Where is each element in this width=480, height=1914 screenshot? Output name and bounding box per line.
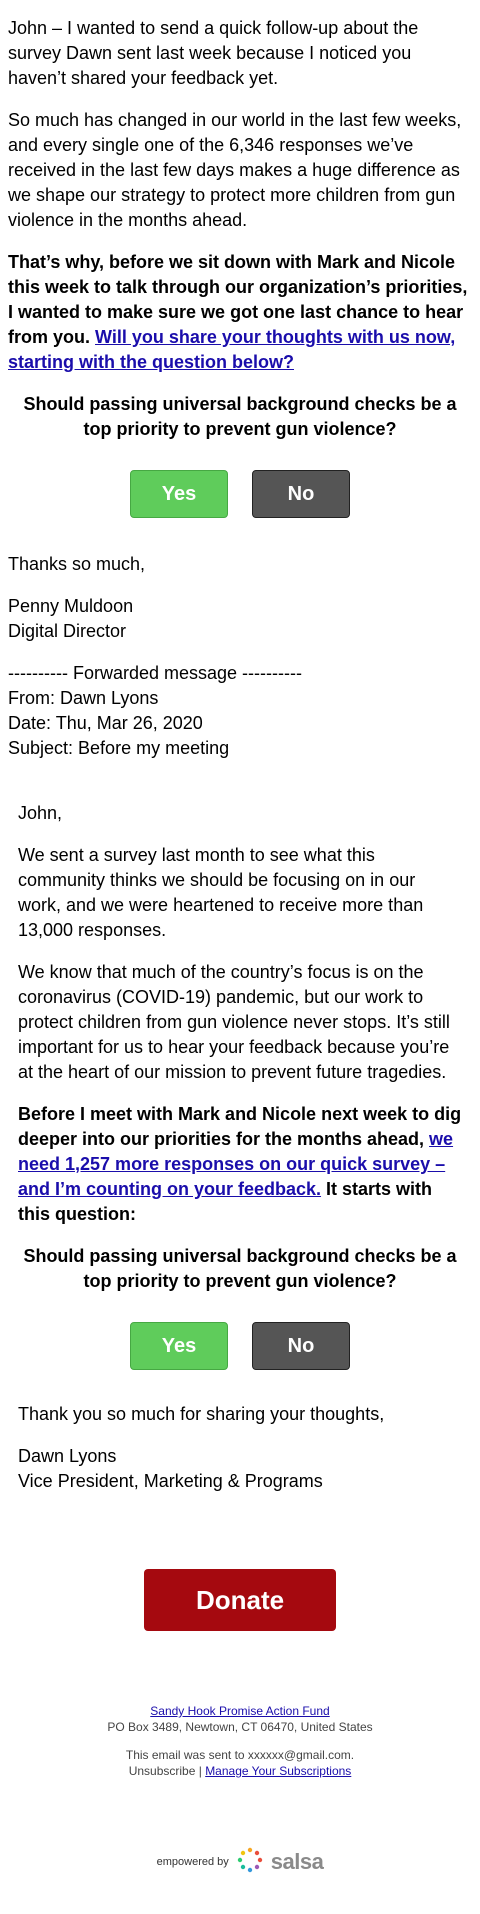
yes-button-2[interactable]: Yes: [130, 1322, 228, 1370]
intro-paragraph-3: [8, 250, 472, 375]
survey-question-2: Should passing universal background checks be a top priority to prevent gun violence?: [23, 1246, 457, 1291]
org-link[interactable]: Sandy Hook Promise Action Fund: [150, 1704, 330, 1718]
inner-paragraph-1: We sent a survey last month to see what this community thinks we should be focusing on in our work, and we were heartened to receive more than 13,000 responses.: [18, 845, 424, 940]
signer-title-2: Vice President, Marketing & Programs: [18, 1471, 323, 1491]
salsa-logo-icon: [237, 1847, 263, 1876]
forwarded-from: From: Dawn Lyons: [8, 688, 159, 708]
footer: [0, 1703, 480, 1779]
intro-paragraph-2: So much has changed in our world in the last few weeks, and every single one of the 6,346 responses we’ve received in the last few days makes a huge difference as we shape our strategy to protect more children from gun violence in the months ahead.: [8, 110, 462, 230]
inner-bold-after: It starts with this question:: [18, 1179, 433, 1224]
salsa-wordmark: salsa: [270, 1848, 324, 1874]
no-button[interactable]: No: [252, 470, 350, 518]
email-body: [0, 0, 480, 761]
inner-bold-before: Before I meet with Mark and Nicole next week to dig deeper into our priorities for the months ahead,: [18, 1104, 462, 1149]
intro-bold-text: That’s why, before we sit down with Mark and Nicole this week to talk through our organization’s priorities, I wanted to make sure we got one last chance to hear from you.: [8, 252, 468, 347]
survey-responses-link[interactable]: we need 1,257 more responses on our quick survey – and I’m counting on your feedback.: [18, 1129, 454, 1199]
intro-paragraph-1: John – I wanted to send a quick follow-up about the survey Dawn sent last week because I noticed you haven’t shared your feedback yet.: [8, 18, 419, 88]
inner-paragraph-2: We know that much of the country’s focus is on the coronavirus (COVID-19) pandemic, but our work to protect children from gun violence never stops. It’s still important for us to hear your feedback because you’re at the heart of our mission to prevent future tragedies.: [18, 962, 450, 1082]
inner-paragraph-3: [18, 1102, 462, 1227]
answer-buttons-1: [8, 470, 472, 518]
answer-buttons-2: [8, 1322, 472, 1370]
signature-penny: [8, 552, 472, 644]
signoff-thanks-2: Thank you so much for sharing your thoughts,: [18, 1404, 385, 1424]
org-address: PO Box 3489, Newtown, CT 06470, United States: [107, 1720, 373, 1734]
forwarded-subject: Subject: Before my meeting: [8, 738, 230, 758]
yes-button[interactable]: Yes: [130, 470, 228, 518]
signer-title: Digital Director: [8, 621, 127, 641]
donate-button[interactable]: Donate: [144, 1569, 336, 1631]
sent-to-text: This email was sent to xxxxxx@gmail.com.: [125, 1748, 355, 1762]
powered-by: [0, 1847, 480, 1876]
no-button-2[interactable]: No: [252, 1322, 350, 1370]
signoff-thanks: Thanks so much,: [8, 554, 146, 574]
unsubscribe-link[interactable]: Unsubscribe: [128, 1764, 196, 1778]
survey-question-1: Should passing universal background checks be a top priority to prevent gun violence?: [23, 394, 457, 439]
signer-name: Penny Muldoon: [8, 596, 134, 616]
manage-subscriptions-link[interactable]: Manage Your Subscriptions: [205, 1764, 352, 1778]
footer-separator: |: [195, 1764, 206, 1778]
signature-dawn: [0, 1402, 480, 1494]
signer-name-2: Dawn Lyons: [18, 1446, 117, 1466]
forwarded-date: Date: Thu, Mar 26, 2020: [8, 713, 203, 733]
forwarded-header: [8, 661, 472, 761]
share-thoughts-link[interactable]: Will you share your thoughts with us now, starting with the question below?: [8, 327, 456, 372]
inner-greeting: John,: [18, 803, 63, 823]
forwarded-separator: ---------- Forwarded message ----------: [8, 663, 302, 683]
powered-by-text: empowered by: [156, 1855, 229, 1868]
forwarded-message-body: [0, 801, 480, 1227]
